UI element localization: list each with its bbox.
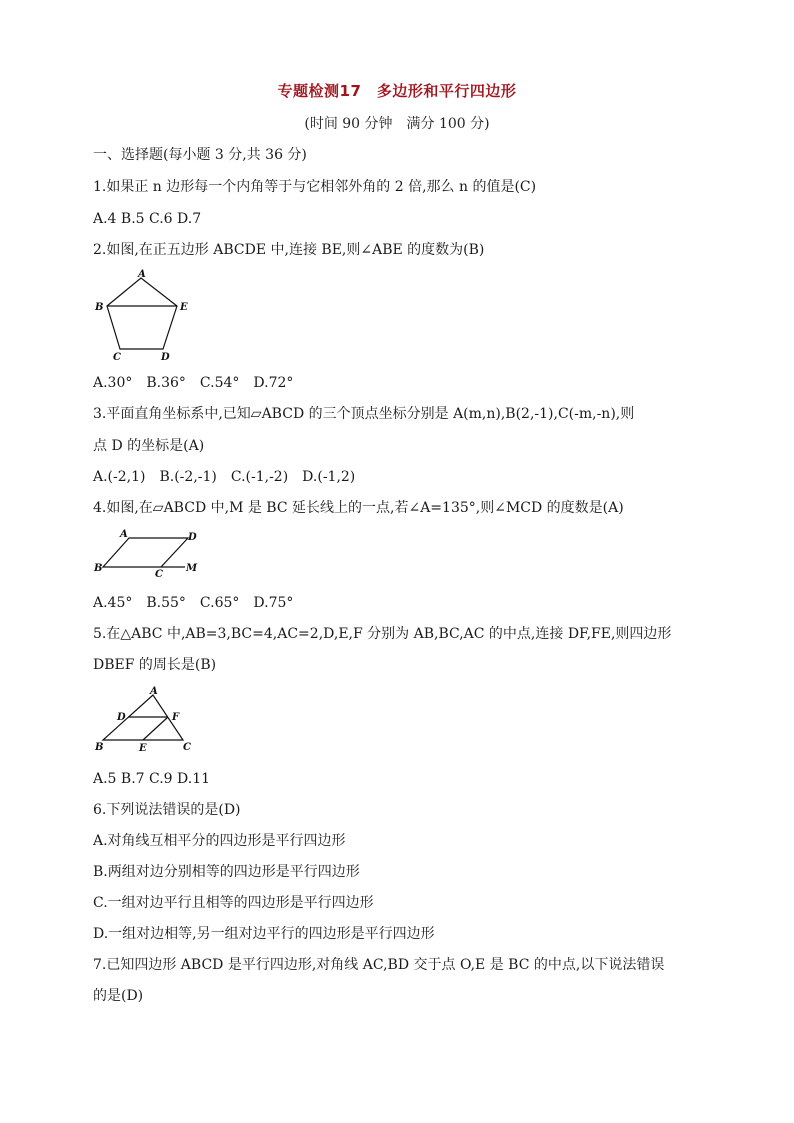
question-1-options: A.4 B.5 C.6 D.7 — [93, 211, 202, 227]
triangle-figure — [93, 685, 203, 759]
question-6-option-b: B.两组对边分别相等的四边形是平行四边形 — [93, 864, 360, 880]
pentagon-shape — [107, 278, 177, 349]
label-b: B — [94, 563, 103, 574]
question-6-option-c: C.一组对边平行且相等的四边形是平行四边形 — [93, 895, 374, 911]
question-4-options: A.45° B.55° C.65° D.75° — [93, 595, 294, 611]
label-b: B — [95, 742, 104, 753]
label-c: C — [183, 742, 191, 753]
question-6-stem: 6.下列说法错误的是(D) — [93, 802, 241, 818]
question-5-stem-line1: 5.在△ABC 中,AB=3,BC=4,AC=2,D,E,F 分别为 AB,BC,AC 的中点,连接 DF,FE,则四边形 — [93, 626, 672, 642]
question-5-options: A.5 B.7 C.9 D.11 — [93, 771, 211, 787]
question-7-stem-line2: 的是(D) — [93, 988, 144, 1004]
label-m: M — [186, 563, 198, 574]
section-heading: 一、选择题(每小题 3 分,共 36 分) — [93, 147, 307, 163]
label-a: A — [120, 529, 128, 540]
question-6-option-d: D.一组对边相等,另一组对边平行的四边形是平行四边形 — [93, 926, 435, 942]
label-e: E — [180, 302, 188, 313]
page-subtitle: (时间 90 分钟 满分 100 分) — [304, 116, 490, 132]
label-a: A — [150, 686, 158, 697]
label-a: A — [138, 269, 146, 280]
question-2-options: A.30° B.36° C.54° D.72° — [93, 375, 294, 391]
parallelogram-figure — [93, 528, 213, 582]
label-b: B — [95, 302, 104, 313]
label-d: D — [188, 532, 197, 543]
label-d: D — [161, 352, 170, 363]
label-c: C — [113, 352, 121, 363]
label-f: F — [172, 712, 180, 723]
question-3-stem-line2: 点 D 的坐标是(A) — [93, 438, 205, 454]
label-e: E — [139, 743, 147, 754]
label-d: D — [117, 712, 126, 723]
question-1-stem: 1.如果正 n 边形每一个内角等于与它相邻外角的 2 倍,那么 n 的值是(C) — [93, 179, 537, 195]
question-3-stem-line1: 3.平面直角坐标系中,已知▱ABCD 的三个顶点坐标分别是 A(m,n),B(2,-1),C(-m,-n),则 — [93, 406, 635, 422]
parallelogram-shape — [103, 538, 188, 567]
label-c: C — [155, 569, 163, 578]
question-6-option-a: A.对角线互相平分的四边形是平行四边形 — [93, 833, 346, 849]
question-2-stem: 2.如图,在正五边形 ABCDE 中,连接 BE,则∠ABE 的度数为(B) — [93, 242, 485, 258]
segment-fe — [143, 717, 168, 740]
question-5-stem-line2: DBEF 的周长是(B) — [93, 657, 217, 673]
page-title: 专题检测17 多边形和平行四边形 — [277, 82, 517, 100]
question-3-options: A.(-2,1) B.(-2,-1) C.(-1,-2) D.(-1,2) — [93, 469, 356, 485]
question-7-stem-line1: 7.已知四边形 ABCD 是平行四边形,对角线 AC,BD 交于点 O,E 是 BC 的中点,以下说法错误 — [93, 957, 665, 973]
pentagon-figure — [93, 268, 203, 367]
question-4-stem: 4.如图,在▱ABCD 中,M 是 BC 延长线上的一点,若∠A=135°,则∠MCD 的度数是(A) — [93, 500, 624, 516]
